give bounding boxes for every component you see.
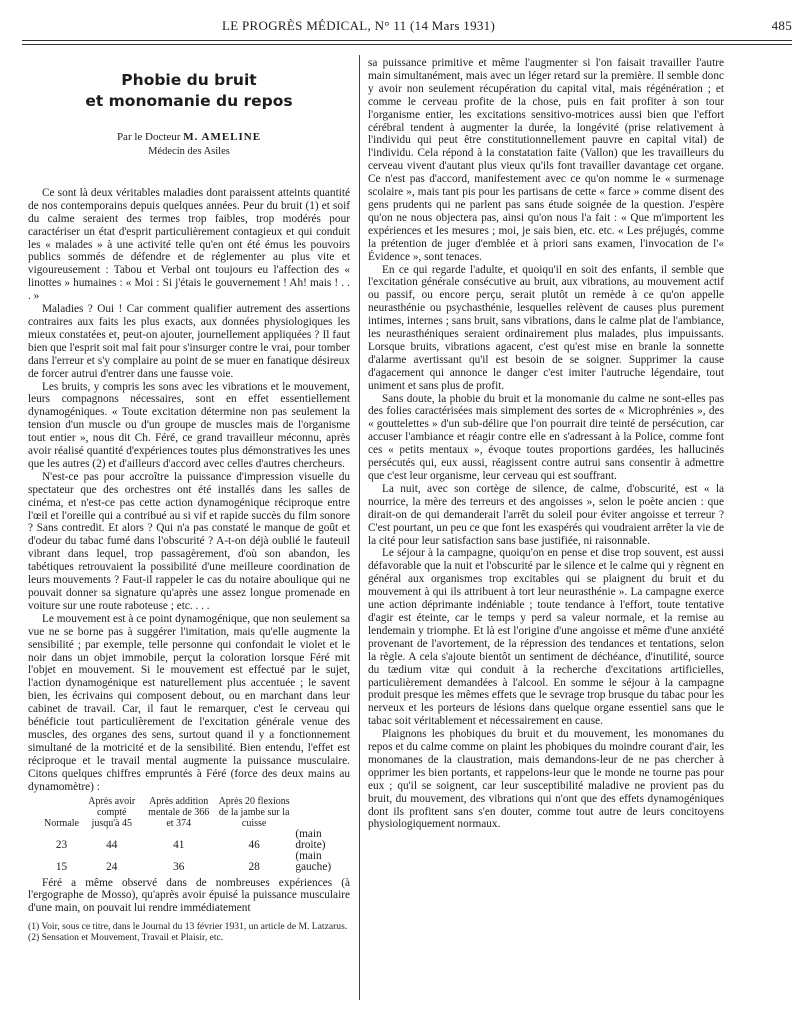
table-cell: 23 [55, 838, 68, 851]
author-name: M. AMELINE [183, 131, 262, 143]
dynamometer-table [42, 796, 342, 873]
paragraph: En ce qui regarde l'adulte, et quoiqu'il en soit des enfants, il semble que l'excitation générale consécutive au bruit, aux vibrations, au mouvement actif ou passif, ou encore perçu, serait plutôt un remède à ce qu'on appelle neurasthénie ou psychasthénie, lesquelles relèvent de causes plus purement intimes, internes ; sans bruit, sans vibrations, dans le calme plat de l'ambiance, les neurasthéniques seraient ordinairement plus malades, plus impuissants. Lorsque bruits, vibrations agacent, c'est qu'est mise en branle la sonnette d'alarme avertissant qu'il est besoin de se soigner. Supprimer la cause d'agacement qui annonce le danger c'est imiter l'autruche légendaire, tout uniment et sans plus de profit. [368, 263, 724, 392]
footnote: (2) Sensation et Mouvement, Travail et Plaisir, etc. [28, 932, 224, 944]
article-title-line1: Phobie du bruit [121, 71, 257, 89]
journal-title: LE PROGRÈS MÉDICAL, N° 11 (14 Mars 1931) [222, 18, 496, 33]
column-divider [359, 55, 360, 1000]
footnotes [28, 921, 350, 943]
page-number: 485 [771, 18, 792, 33]
running-header [22, 18, 792, 36]
table-cell: 36 [173, 860, 185, 873]
right-column [368, 57, 724, 831]
table-header: Après 20 flexions de la jambe sur la cuisse [218, 795, 290, 829]
paragraph: Maladies ? Oui ! Car comment qualifier autrement des assertions contraires aux faits les plus exacts, aux données physiologiques les mieux constatées et, peut-on ajouter, journellement appliquées ? Il faut bien que l'esprit soit mal fait pour s'insurger contre le vrai, pour tomber dans l'erreur et s'y complaire au point de se muer en fanatique désireux de forcer autrui d'entrer dans une fausse voie. [28, 303, 350, 380]
author-role: Médecin des Asiles [148, 146, 230, 157]
table-header-row [42, 796, 342, 829]
table-header: Normale [44, 817, 79, 829]
article-title-line2: et monomanie du repos [85, 92, 293, 110]
paragraph: Le séjour à la campagne, quoiqu'on en pense et dise trop souvent, est aussi défavorable que la nuit et l'obscurité par le silence et le calme qui y règnent en général aux organismes trop excitables qui se plaignent du bruit et du mouvement à qui ils attribuent à tort leur neurasthénie ». La campagne exerce une action déprimante indéniable ; toute tendance à l'effort, toute tentative d'agir est éteinte, car le temps y perd sa valeur normale, et la remise au lendemain y triomphe. Et là est l'origine d'une angoisse et même d'une anxiété provenant de l'avortement, de la répression des tendances et tentations, selon la règle. A cela s'ajoute bientôt un sentiment de déchéance, d'inutilité, source du tædium vitæ qui conduit à la recherche d'excitations artificielles, particulièrement demandées à l'alcool. En somme le séjour à la campagne produit presque les mêmes effets que le sevrage trop brusque du tabac pour les nerveux et les porteurs de lésions dans quelque organe essentiel sans que le tabac soit véritablement et nécessairement en cause. [368, 547, 724, 728]
table-row [42, 829, 342, 851]
author-prefix: Par le Docteur [116, 131, 181, 143]
table-cell: 24 [106, 860, 118, 873]
table-cell-note: (main droite) [295, 827, 326, 851]
paragraph: La nuit, avec son cortège de silence, de calme, d'obscurité, est « la nourrice, la mère des terreurs et des angoisses », selon le poète ancien : que dirait-on de qui demanderait l'arrêt du soleil pour éviter angoisse et terreur ? C'est pourtant, un peu ce que font les exaspérés qui voudraient arrêter la vie de la cité pour leur satisfaction sans base justifiée, ni raisonnable. [368, 482, 724, 547]
left-column [28, 62, 350, 943]
paragraph: Les bruits, y compris les sons avec les vibrations et le mouvement, leurs compagnons nécessaires, sont en effet essentiellement dynamogéniques. « Toute excitation détermine non pas seulement la tension d'un muscle ou d'un groupe de muscles mais de l'organisme tout entier », nous dit Ch. Féré, ce grand travailleur méconnu, après avoir réalisé quantité d'expériences toutes plus démonstratives les unes que les autres (2) et d'ailleurs d'accord avec celles d'autres chercheurs. [28, 380, 350, 470]
table-header: Après avoir compté jusqu'à 45 [88, 795, 136, 829]
article-author [28, 130, 350, 144]
paragraph: Sans doute, la phobie du bruit et la monomanie du calme ne sont-elles pas des folies caractérisées mais simplement des sortes de « Microphrénies », des « gouttelettes » d'un sub-délire que l'on pourrait dire teinté de persécution, car accuser l'ambiance et réagir contre elle en s'adressant à la Police, comme font ces « petits mentaux », évoque toutes proportions gardées, les hallucinés persécutés qui, eux aussi, réagissent contre autrui sans consentir à admettre que c'est leur organisme, leur cerveau qui est souffrant. [368, 392, 724, 482]
table-cell: 44 [106, 838, 118, 851]
article-title [28, 70, 350, 112]
header-rule [22, 40, 792, 41]
table-cell: 46 [248, 838, 260, 851]
table-row [42, 851, 342, 873]
paragraph: Féré a même observé dans de nombreuses expériences (à l'ergographe de Mosso), qu'après avoir épuisé la puissance musculaire d'une main, on pouvait lui rendre immédiatement [28, 876, 350, 915]
table-cell: 28 [248, 860, 260, 873]
paragraph: Plaignons les phobiques du bruit et du mouvement, les monomanes du repos et du calme comme on plaint les phobiques du moindre courant d'air, les monomanes de la claustration, mais demandons-leur de ne pas chercher à opprimer les bien portants, et rappelons-leur que le monde ne tourne pas pour eux ; qu'il se soignent, car leur susceptibilité maladive ne provient pas du bruit, du mouvement, des vibrations qui n'ont que des effets dynamogéniques dont ils profitent sans s'en douter, comme tout autre de leurs concitoyens physiologiquement normaux. [368, 728, 724, 831]
table-cell: 41 [173, 838, 185, 851]
footnote: (1) Voir, sous ce titre, dans le Journal du 13 février 1931, un article de M. Latzarus. [28, 921, 348, 933]
table-header: Après addition mentale de 366 et 374 [148, 795, 210, 829]
paragraph: sa puissance primitive et même l'augmenter si l'on faisait travailler l'autre main simultanément, mais avec un léger retard sur la première. Il semble donc y avoir non seulement récupération du capital vital, mais régénération ; et comme le cerveau profite de la chose, puis en fait profiter à son tour l'organisme entier, les excitations sensitivo-motrices aussi bien que l'effort cérébral tendent à augmenter la durée, la longévité (prise relativement à l'individu qui peut être constitutionnellement pauvre en capital vital) de l'individu. Cela répond à la constatation faite (Vallon) que les travailleurs du cerveau vivent d'autant plus vieux qu'ils font travailler davantage cet organe. Ce n'est pas d'accord, manifestement avec ce qu'on nomme le « surmenage scolaire », mais tant pis pour les partisans de cette « farce » comme disent des gens prudents qui ne parlent pas sans étude soignée de la question. J'espère qu'on ne nous objectera pas, ainsi qu'on nous l'a fait : « Que m'importent les expériences et les mesures ; moi, je sais bien, etc. etc. « Les préjugés, comme la prétention de juger d'emblée et à priori sans examen, l'invocation de l'« Évidence », sont tenaces. [368, 57, 724, 263]
paragraph: Ce sont là deux véritables maladies dont paraissent atteints quantité de nos contemporains depuis quelques années. Peur du bruit (1) et soif du calme seraient des termes trop faibles, trop modérés pour caractériser un état d'esprit particulièrement contagieux et qui conduit les « malades » à une activité telle qu'en ont été émus les pouvoirs publics sommés de défendre et de réglementer au plus vite et vigoureusement : Tabou et Verbal ont toujours eu l'affection des « linottes » humaines : « Moi : Si j'étais le gouvernement ! Ah! mais ! . . . » [28, 186, 350, 303]
paragraph: N'est-ce pas pour accroître la puissance d'impression visuelle du spectateur que des orchestres ont été installés dans les salles de cinéma, et n'est-ce pas cette action dynamogénique réciproque entre l'œil et l'oreille qui a contribué au si vif et rapide succès du film sonore ? Sans contredit. Et alors ? Qui n'a pas constaté le manque de goût et d'odeur du tabac fumé dans l'obscurité ? A-t-on déjà oublié le fauteuil vibrant dans lequel, trop passagèrement, d'où son abandon, les tabétiques retrouvaient la possibilité d'une meilleure coordination de leurs mouvements ? Faut-il rappeler le cas du notaire aboulique qui ne pouvait donner sa signature qu'après une assez longue promenade en voiture sur une route raboteuse ; etc. . . . [28, 470, 350, 612]
table-cell-note: (main gauche) [295, 849, 332, 873]
paragraph: Le mouvement est à ce point dynamogénique, que non seulement sa vue ne se borne pas à suggérer l'imitation, mais qu'elle augmente la sensibilité ; par exemple, telle personne qui confondait le violet et le noir dans un objet immobile, perçut la coloration lorsque Féré mit l'objet en mouvement. Si le mouvement est effectué par le sujet, l'action dynamogénique est naturellement plus accentuée ; le savent bien, les écrivains qui composent debout, ou en marchant dans leur cabinet de travail. Car, il faut le remarquer, c'est le cerveau qui bénéficie tout particulièrement de l'excitation générale venue des muscles, des organes des sens, surtout quand il y a fonctionnement simultané de la motricité et de la sensibilité. Bien entendu, l'effet est réciproque et le travail mental augmente la puissance musculaire. Citons quelques chiffres empruntés à Féré (force des deux mains au dynamomètre) : [28, 612, 350, 793]
table-cell: 15 [55, 860, 68, 873]
header-rule-secondary [22, 44, 792, 45]
